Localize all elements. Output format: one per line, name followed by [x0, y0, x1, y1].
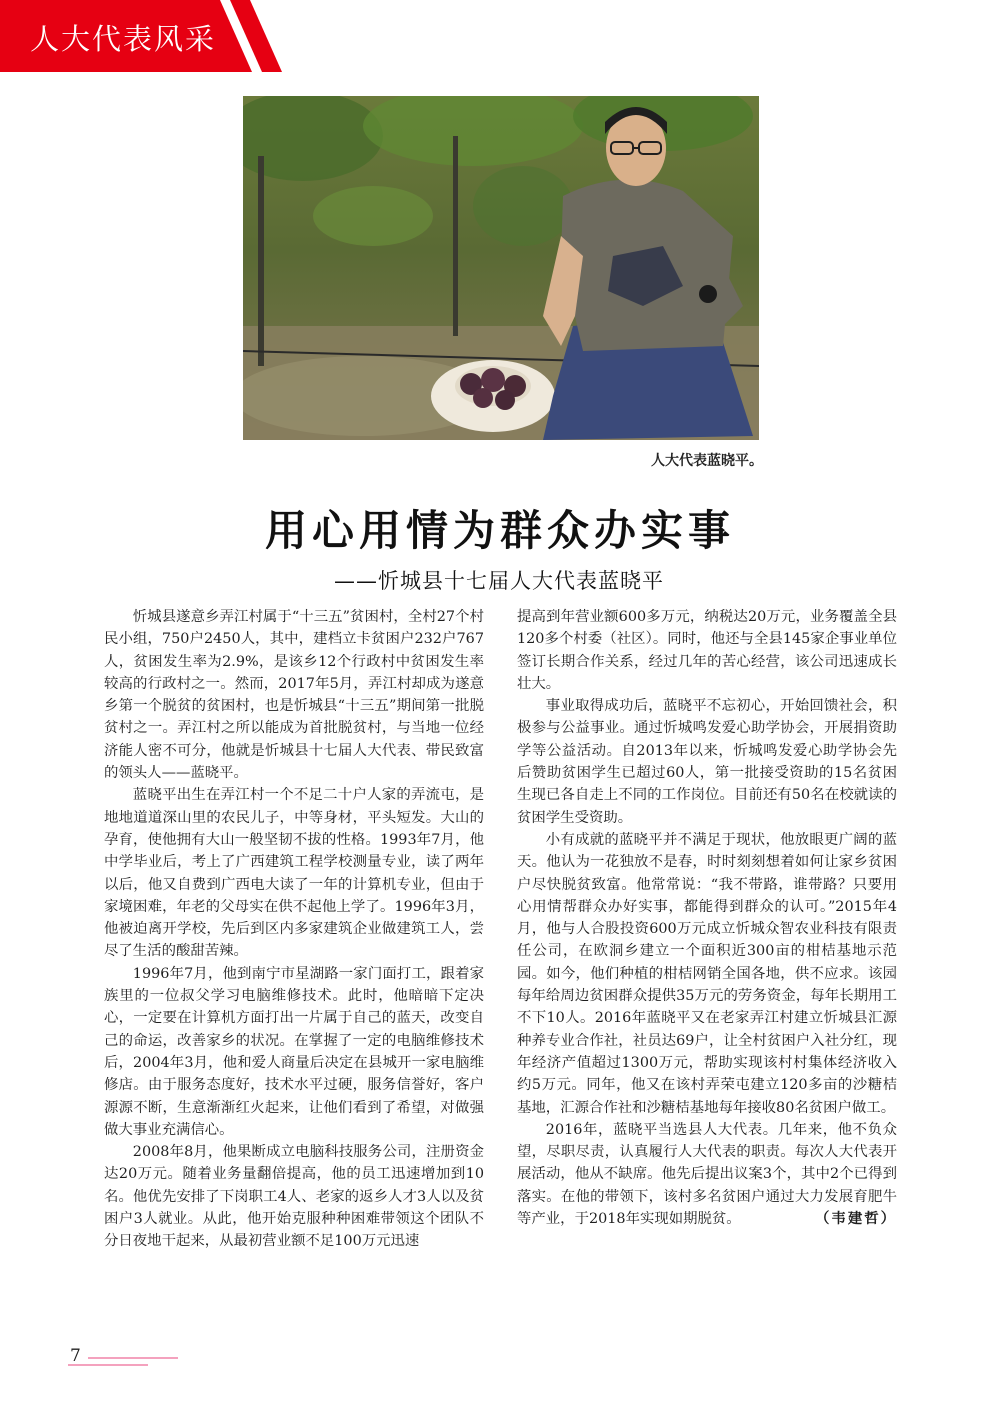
article-column-left: [104, 606, 484, 1253]
paragraph-last: [517, 1119, 897, 1230]
paragraph: 忻城县遂意乡弄江村属于“十三五”贫困村，全村27个村民小组，750户2450人，其中，建档立卡贫困户232户767人，贫困发生率为2.9%，是该乡12个行政村中贫困发生率较高的行政村之一。然而，2017年5月，弄江村却成为遂意乡第一个脱贫的贫困村，也是忻城县“十三五”期间第一批脱贫村之一。弄江村之所以能成为首批脱贫村，与当地一位经济能人密不可分，他就是忻城县十七届人大代表、带民致富的领头人——蓝晓平。: [104, 609, 484, 782]
paragraph: 蓝晓平出生在弄江村一个不足二十户人家的弄流屯，是地地道道深山里的农民儿子，中等身材，平头短发。大山的孕育，使他拥有大山一般坚韧不拔的性格。1993年7月，他中学毕业后，考上了广西建筑工程学校测量专业，读了两年以后，他又自费到广西电大读了一年的计算机专业，但由于家境困难，年老的父母实在供不起他上学了。1996年3月，他被迫离开学校，先后到区内多家建筑企业做建筑工人，尝尽了生活的酸甜苦辣。: [104, 787, 484, 960]
paragraph: 事业取得成功后，蓝晓平不忘初心，开始回馈社会，积极参与公益事业。通过忻城鸣发爱心助学协会，开展捐资助学等公益活动。自2013年以来，忻城鸣发爱心助学协会先后赞助贫困学生已超过60人，第一批接受资助的15名贫困生现已各自走上不同的工作岗位。目前还有50名在校就读的贫困学生受资助。: [517, 698, 897, 826]
portrait-photo: [243, 96, 759, 440]
section-banner: [0, 0, 300, 72]
page-number: 7: [70, 1346, 81, 1366]
footer-rule: [68, 1356, 188, 1368]
article-column-right: [517, 606, 897, 1230]
paragraph: 小有成就的蓝晓平并不满足于现状，他放眼更广阔的蓝天。他认为一花独放不是春，时时刻刻想着如何让家乡贫困户尽快脱贫致富。他常常说：“我不带路，谁带路？只要用心用情帮群众办好实事，都能得到群众的认可。”2015年4月，他与人合股投资600万元成立忻城众智农业科技有限责任公司，在欧洞乡建立一个面积近300亩的柑桔基地示范园。如今，他们种植的柑桔网销全国各地，供不应求。该园每年给周边贫困群众提供35万元的劳务资金，每年长期用工不下10人。2016年蓝晓平又在老家弄江村建立忻城县汇源种养专业合作社，社员达69户，让全村贫困户入社分红，现年经济产值超过1300万元，帮助实现该村村集体经济收入约5万元。同年，他又在该村弄荣屯建立120多亩的沙糖桔基地，汇源合作社和沙糖桔基地每年接收80名贫困户做工。: [517, 831, 897, 1116]
article-title: 用心用情为群众办实事: [264, 506, 735, 555]
author-signature: （韦建哲）: [815, 1210, 897, 1228]
paragraph: 2008年8月，他果断成立电脑科技服务公司，注册资金达20万元。随着业务量翻倍提高，他的员工迅速增加到10名。他优先安排了下岗职工4人、老家的返乡人才3人以及贫困户3人就业。从此，他开始克服种种困难带领这个团队不分日夜地干起来，从最初营业额不足100万元迅速: [104, 1144, 484, 1250]
section-title: 人大代表风采: [30, 22, 217, 56]
paragraph-text: 2016年，蓝晓平当选县人大代表。几年来，他不负众望，尽职尽责，认真履行人大代表的职责。每次人大代表开展活动，他从不缺席。他先后提出议案3个，其中2个已得到落实。在他的带领下，该村多名贫困户通过大力发展育肥牛等产业，于2018年实现如期脱贫。: [517, 1121, 897, 1228]
article-subtitle: ——忻城县十七届人大代表蓝晓平: [334, 569, 664, 593]
photo-caption: 人大代表蓝晓平。: [651, 453, 763, 469]
paragraph: 1996年7月，他到南宁市星湖路一家门面打工，跟着家族里的一位叔父学习电脑维修技术。此时，他暗暗下定决心，一定要在计算机方面打出一片属于自己的蓝天，改变自己的命运，改善家乡的状况。在掌握了一定的电脑维修技术后，2004年3月，他和爱人商量后决定在县城开一家电脑维修店。由于服务态度好，技术水平过硬，服务信誉好，客户源源不断，生意渐渐红火起来，让他们看到了希望，对做强做大事业充满信心。: [104, 965, 484, 1138]
paragraph: 提高到年营业额600多万元，纳税达20万元，业务覆盖全县120多个村委（社区）。同时，他还与全县145家企事业单位签订长期合作关系，经过几年的苦心经营，该公司迅速成长壮大。: [517, 609, 897, 692]
